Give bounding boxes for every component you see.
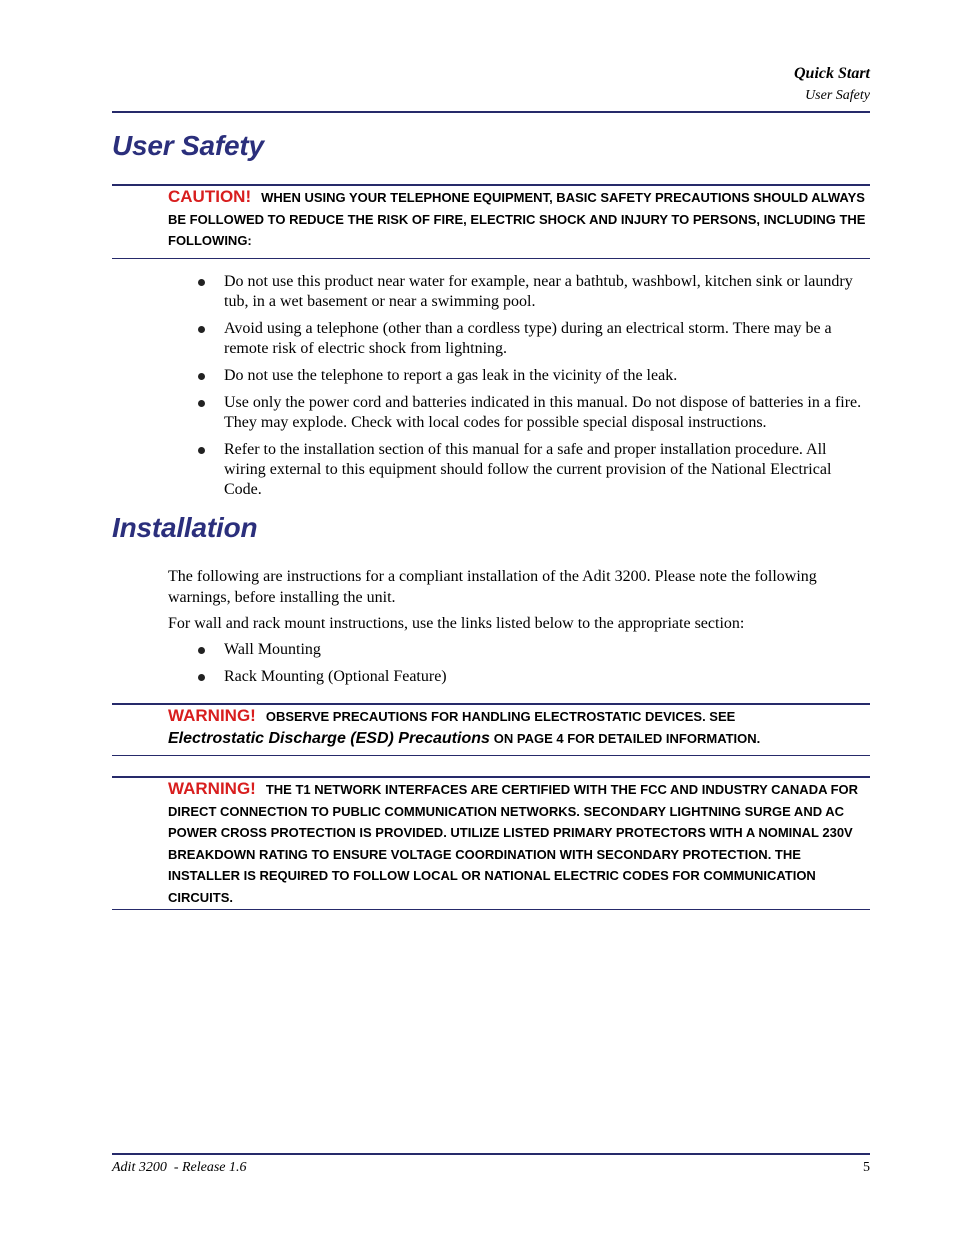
esd-precautions-link[interactable]: Electrostatic Discharge (ESD) Precautions xyxy=(168,729,490,747)
caution-label: CAUTION! xyxy=(168,187,252,206)
installation-heading: Installation xyxy=(112,512,258,543)
user-safety-heading: User Safety xyxy=(112,130,264,161)
bullet-icon xyxy=(198,279,205,286)
footer-document-title: Adit 3200 - Release 1.6 xyxy=(112,1160,247,1175)
warning2-text: THE T1 NETWORK INTERFACES ARE CERTIFIED WITH THE FCC AND INDUSTRY CANADA FOR DIRECT CONNECTION TO PUBLIC COMMUNICATION NETWORKS. SECONDARY LIGHTNING SURGE AND AC POWER CROSS PROTECTION IS PROVIDED. UTILIZE LISTED PRIMARY PROTECTORS WITH A NOMINAL 230V BREAKDOWN RATING TO ENSURE VOLTAGE COORDINATION WITH SECONDARY PROTECTION. THE INSTALLER IS REQUIRED TO FOLLOW LOCAL OR NATIONAL ELECTRIC CODES FOR COMMUNICATION CIRCUITS. xyxy=(168,782,859,905)
running-header-section: Quick Start xyxy=(793,65,870,82)
page-number: 5 xyxy=(863,1160,870,1175)
list-item-text: Refer to the installation section of this manual for a safe and proper installation procedure. All wiring external to this equipment should follow the current provision of the National Electrical Code. xyxy=(224,441,832,498)
list-item-text: Avoid using a telephone (other than a cordless type) during an electrical storm. There may be a remote risk of electric shock from lightning. xyxy=(224,320,832,357)
list-item xyxy=(168,440,870,500)
footer-divider xyxy=(112,1153,870,1155)
warning1-note xyxy=(168,706,870,749)
list-item-text: Use only the power cord and batteries indicated in this manual. Do not dispose of batteries in a fire. They may explode. Check with local codes for possible special disposal instructions. xyxy=(224,394,862,431)
warning1-top-rule xyxy=(112,703,870,705)
list-item xyxy=(168,366,870,386)
warning2-bottom-rule xyxy=(112,909,870,910)
bullet-icon xyxy=(198,400,205,407)
wall-mounting-link[interactable]: Wall Mounting xyxy=(224,641,321,658)
caution-text: WHEN USING YOUR TELEPHONE EQUIPMENT, BASIC SAFETY PRECAUTIONS SHOULD ALWAYS BE FOLLOWED TO REDUCE THE RISK OF FIRE, ELECTRIC SHOCK AND INJURY TO PERSONS, INCLUDING THE FOLLOWING: xyxy=(168,190,866,248)
warning1-text-before: OBSERVE PRECAUTIONS FOR HANDLING ELECTROSTATIC DEVICES. SEE xyxy=(265,709,736,724)
caution-note xyxy=(168,187,870,252)
bullet-icon xyxy=(198,373,205,380)
running-header-subsection: User Safety xyxy=(805,88,870,103)
rack-mounting-link[interactable]: Rack Mounting (Optional Feature) xyxy=(224,668,447,685)
warning2-note xyxy=(168,779,870,908)
installation-links-list xyxy=(168,640,870,694)
list-item-text: Do not use the telephone to report a gas leak in the vicinity of the leak. xyxy=(224,367,678,384)
list-item xyxy=(168,319,870,359)
bullet-icon xyxy=(198,447,205,454)
warning1-label: WARNING! xyxy=(168,706,256,725)
caution-bottom-rule xyxy=(112,258,870,259)
warning1-text-after: ON PAGE 4 FOR DETAILED INFORMATION. xyxy=(493,730,761,746)
document-page xyxy=(112,0,870,1235)
list-item[interactable] xyxy=(168,640,870,660)
bullet-icon xyxy=(198,674,205,681)
bullet-icon xyxy=(198,326,205,333)
list-item[interactable] xyxy=(168,667,870,687)
list-item xyxy=(168,393,870,433)
warning1-bottom-rule xyxy=(112,755,870,756)
warning2-top-rule xyxy=(112,776,870,778)
warning2-label: WARNING! xyxy=(168,779,256,798)
installation-intro: The following are instructions for a compliant installation of the Adit 3200. Please note the following warnings, before installing the unit. xyxy=(168,568,817,606)
installation-links-intro: For wall and rack mount instructions, use the links listed below to the appropriate section: xyxy=(168,615,745,632)
safety-list xyxy=(168,272,870,507)
caution-top-rule xyxy=(112,184,870,186)
list-item xyxy=(168,272,870,312)
bullet-icon xyxy=(198,647,205,654)
list-item-text: Do not use this product near water for example, near a bathtub, washbowl, kitchen sink or laundry tub, in a wet basement or near a swimming pool. xyxy=(224,273,853,310)
header-divider xyxy=(112,111,870,113)
